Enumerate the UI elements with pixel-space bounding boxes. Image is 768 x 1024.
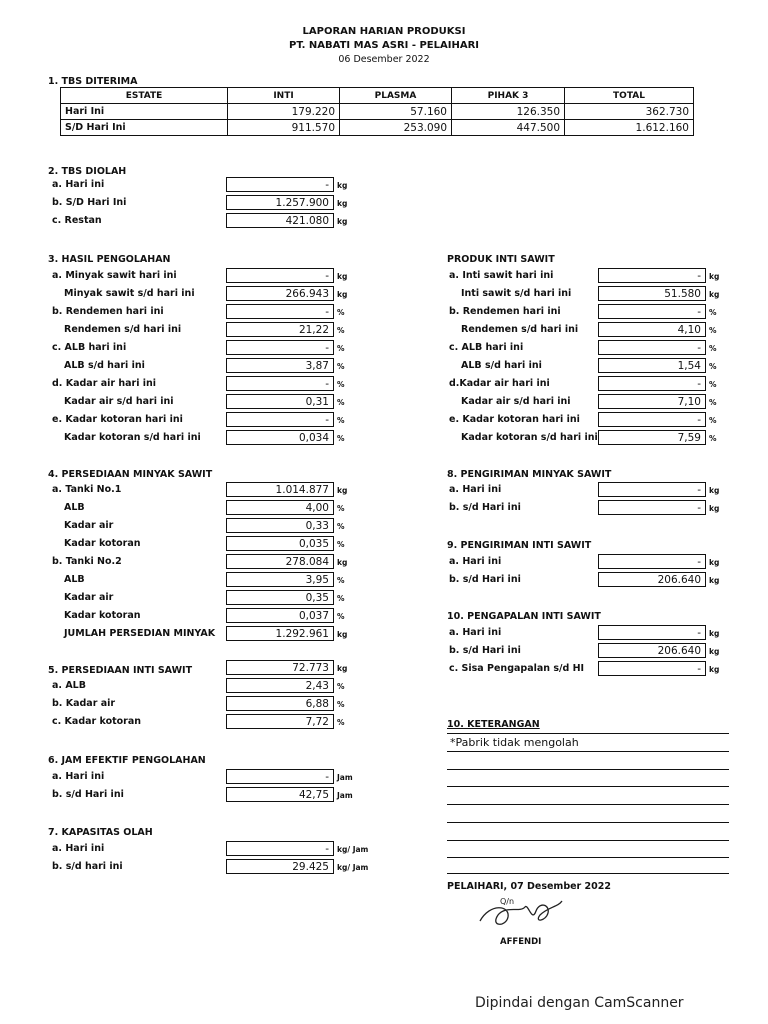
note-line — [447, 873, 729, 874]
field-label: b. Tanki No.2 — [52, 556, 122, 567]
signature-initials: Q/n — [500, 897, 515, 906]
value-box: 0,035 — [226, 536, 334, 551]
value-box: - — [598, 412, 706, 427]
field-label: a. Inti sawit hari ini — [449, 270, 554, 281]
sec10-title: 10. PENGAPALAN INTI SAWIT — [447, 611, 601, 622]
unit-label: kg — [709, 290, 720, 299]
value-box: 266.943 — [226, 286, 334, 301]
sec9-title: 9. PENGIRIMAN INTI SAWIT — [447, 540, 592, 551]
unit-label: kg — [337, 558, 348, 567]
inti-title: PRODUK INTI SAWIT — [447, 254, 555, 265]
unit-label: kg — [337, 272, 348, 281]
field-label: Kadar air s/d hari ini — [461, 396, 571, 407]
table-row — [61, 104, 694, 120]
value-box: 21,22 — [226, 322, 334, 337]
sec7-title: 7. KAPASITAS OLAH — [48, 827, 153, 838]
unit-label: kg — [337, 664, 348, 673]
unit-label: % — [337, 344, 345, 353]
value-box: 1.292.961 — [226, 626, 334, 641]
value-box: - — [226, 376, 334, 391]
unit-label: % — [337, 522, 345, 531]
field-label: c. Sisa Pengapalan s/d HI — [449, 663, 585, 674]
value-box: 29.425 — [226, 859, 334, 874]
field-label: e. Kadar kotoran hari ini — [449, 414, 580, 425]
value-box: - — [598, 482, 706, 497]
company-name: PT. NABATI MAS ASRI - PELAIHARI — [289, 40, 479, 51]
field-label: a. Hari ini — [52, 843, 105, 854]
unit-label: % — [337, 576, 345, 585]
field-label: ALB — [64, 502, 85, 513]
field-label: c. ALB hari ini — [52, 342, 127, 353]
unit-label: kg — [709, 665, 720, 674]
notes-title: 10. KETERANGAN — [447, 719, 540, 730]
unit-label: kg — [337, 486, 348, 495]
note-line — [447, 786, 729, 787]
unit-label: % — [709, 344, 717, 353]
camscanner-watermark: Dipindai dengan CamScanner — [475, 995, 684, 1011]
cell: 362.730 — [565, 104, 694, 120]
cell: 126.350 — [452, 104, 565, 120]
field-label: b. s/d Hari ini — [449, 574, 521, 585]
unit-label: kg/ Jam — [337, 845, 369, 854]
sec5-title: 5. PERSEDIAAN INTI SAWIT — [48, 665, 193, 676]
unit-label: kg — [337, 217, 348, 226]
col-total: TOTAL — [565, 88, 694, 104]
field-label: e. Kadar kotoran hari ini — [52, 414, 183, 425]
field-label: Kadar kotoran s/d hari ini — [461, 432, 598, 443]
value-box: - — [226, 268, 334, 283]
value-box: 1.257.900 — [226, 195, 334, 210]
field-label: ALB s/d hari ini — [64, 360, 145, 371]
field-label: b. Rendemen hari ini — [449, 306, 561, 317]
unit-label: % — [709, 380, 717, 389]
place-date: PELAIHARI, 07 Desember 2022 — [447, 881, 611, 892]
value-box: - — [226, 340, 334, 355]
value-box: - — [598, 340, 706, 355]
unit-label: kg — [709, 504, 720, 513]
value-box: 7,59 — [598, 430, 706, 445]
value-box: 3,87 — [226, 358, 334, 373]
field-label: b. Kadar air — [52, 698, 116, 709]
field-label: b. s/d Hari ini — [449, 645, 521, 656]
value-box: 278.084 — [226, 554, 334, 569]
value-box: 72.773 — [226, 660, 334, 675]
value-box: - — [226, 304, 334, 319]
unit-label: Jam — [337, 791, 353, 800]
value-box: 1.014.877 — [226, 482, 334, 497]
unit-label: kg/ Jam — [337, 863, 369, 872]
field-label: JUMLAH PERSEDIAN MINYAK — [64, 628, 216, 639]
sec2-title: 2. TBS DIOLAH — [48, 166, 127, 177]
value-box: - — [598, 625, 706, 640]
field-label: b. s/d hari ini — [52, 861, 123, 872]
unit-label: % — [709, 308, 717, 317]
unit-label: % — [337, 700, 345, 709]
field-label: d. Kadar air hari ini — [52, 378, 157, 389]
unit-label: % — [337, 380, 345, 389]
signature-mark — [470, 893, 570, 933]
note-line — [447, 822, 729, 823]
unit-label: % — [709, 416, 717, 425]
unit-label: kg — [709, 558, 720, 567]
field-label: Kadar air — [64, 592, 114, 603]
note-line — [447, 733, 729, 734]
field-label: a. Hari ini — [449, 484, 502, 495]
unit-label: kg — [709, 272, 720, 281]
value-box: 7,10 — [598, 394, 706, 409]
unit-label: % — [337, 540, 345, 549]
field-label: Rendemen s/d hari ini — [64, 324, 182, 335]
field-label: Kadar kotoran s/d hari ini — [64, 432, 201, 443]
row-label: Hari Ini — [61, 104, 228, 120]
value-box: 4,00 — [226, 500, 334, 515]
field-label: Rendemen s/d hari ini — [461, 324, 579, 335]
unit-label: % — [709, 326, 717, 335]
field-label: c. Kadar kotoran — [52, 716, 142, 727]
unit-label: % — [337, 504, 345, 513]
unit-label: % — [337, 682, 345, 691]
notes-text: *Pabrik tidak mengolah — [450, 736, 579, 749]
cell: 1.612.160 — [565, 120, 694, 136]
value-box: 0,034 — [226, 430, 334, 445]
report-date: 06 Desember 2022 — [338, 54, 430, 65]
unit-label: % — [337, 416, 345, 425]
field-label: d.Kadar air hari ini — [449, 378, 550, 389]
unit-label: % — [337, 594, 345, 603]
field-label: ALB — [64, 574, 85, 585]
field-label: b. s/d Hari ini — [52, 789, 124, 800]
field-label: b. S/D Hari Ini — [52, 197, 127, 208]
signer-name: AFFENDI — [500, 937, 542, 947]
field-label: a. Hari ini — [52, 179, 105, 190]
value-box: - — [598, 661, 706, 676]
cell: 911.570 — [228, 120, 340, 136]
unit-label: % — [709, 434, 717, 443]
unit-label: % — [337, 612, 345, 621]
value-box: - — [598, 376, 706, 391]
value-box: - — [226, 841, 334, 856]
unit-label: kg — [709, 647, 720, 656]
note-line — [447, 840, 729, 841]
value-box: 4,10 — [598, 322, 706, 337]
value-box: 51.580 — [598, 286, 706, 301]
col-estate: ESTATE — [61, 88, 228, 104]
sec8-title: 8. PENGIRIMAN MINYAK SAWIT — [447, 469, 612, 480]
field-label: Kadar air s/d hari ini — [64, 396, 174, 407]
value-box: 0,037 — [226, 608, 334, 623]
col-plasma: PLASMA — [340, 88, 452, 104]
value-box: 7,72 — [226, 714, 334, 729]
unit-label: kg — [337, 199, 348, 208]
field-label: Kadar air — [64, 520, 114, 531]
value-box: - — [598, 268, 706, 283]
value-box: - — [598, 554, 706, 569]
field-label: c. Restan — [52, 215, 102, 226]
col-inti: INTI — [228, 88, 340, 104]
unit-label: Jam — [337, 773, 353, 782]
field-label: b. s/d Hari ini — [449, 502, 521, 513]
field-label: c. ALB hari ini — [449, 342, 524, 353]
field-label: a. ALB — [52, 680, 86, 691]
field-label: a. Hari ini — [52, 771, 105, 782]
value-box: 206.640 — [598, 572, 706, 587]
sec3-title: 3. HASIL PENGOLAHAN — [48, 254, 171, 265]
value-box: - — [226, 769, 334, 784]
report-title: LAPORAN HARIAN PRODUKSI — [302, 26, 466, 37]
unit-label: % — [337, 308, 345, 317]
sec1-title: 1. TBS DITERIMA — [48, 76, 138, 87]
unit-label: % — [337, 434, 345, 443]
unit-label: kg — [709, 629, 720, 638]
table-row — [61, 120, 694, 136]
sec6-title: 6. JAM EFEKTIF PENGOLAHAN — [48, 755, 206, 766]
field-label: Minyak sawit s/d hari ini — [64, 288, 195, 299]
value-box: 0,31 — [226, 394, 334, 409]
value-box: 42,75 — [226, 787, 334, 802]
unit-label: % — [709, 362, 717, 371]
value-box: 206.640 — [598, 643, 706, 658]
sec4-title: 4. PERSEDIAAN MINYAK SAWIT — [48, 469, 213, 480]
unit-label: % — [337, 326, 345, 335]
unit-label: % — [337, 718, 345, 727]
cell: 447.500 — [452, 120, 565, 136]
value-box: 421.080 — [226, 213, 334, 228]
unit-label: kg — [337, 181, 348, 190]
tbs-table — [60, 87, 694, 136]
unit-label: kg — [337, 290, 348, 299]
value-box: 0,33 — [226, 518, 334, 533]
col-pihak3: PIHAK 3 — [452, 88, 565, 104]
value-box: 1,54 — [598, 358, 706, 373]
field-label: a. Tanki No.1 — [52, 484, 122, 495]
unit-label: kg — [709, 486, 720, 495]
field-label: a. Hari ini — [449, 627, 502, 638]
field-label: a. Minyak sawit hari ini — [52, 270, 177, 281]
note-line — [447, 769, 729, 770]
row-label: S/D Hari Ini — [61, 120, 228, 136]
cell: 179.220 — [228, 104, 340, 120]
value-box: - — [226, 412, 334, 427]
field-label: Inti sawit s/d hari ini — [461, 288, 572, 299]
value-box: - — [598, 500, 706, 515]
field-label: b. Rendemen hari ini — [52, 306, 164, 317]
unit-label: % — [337, 398, 345, 407]
value-box: - — [226, 177, 334, 192]
value-box: 2,43 — [226, 678, 334, 693]
cell: 253.090 — [340, 120, 452, 136]
field-label: Kadar kotoran — [64, 538, 141, 549]
unit-label: % — [709, 398, 717, 407]
note-line — [447, 857, 729, 858]
field-label: Kadar kotoran — [64, 610, 141, 621]
unit-label: kg — [709, 576, 720, 585]
value-box: 3,95 — [226, 572, 334, 587]
value-box: 6,88 — [226, 696, 334, 711]
field-label: a. Hari ini — [449, 556, 502, 567]
note-line — [447, 804, 729, 805]
value-box: 0,35 — [226, 590, 334, 605]
note-line — [447, 751, 729, 752]
field-label: ALB s/d hari ini — [461, 360, 542, 371]
unit-label: kg — [337, 630, 348, 639]
value-box: - — [598, 304, 706, 319]
cell: 57.160 — [340, 104, 452, 120]
unit-label: % — [337, 362, 345, 371]
